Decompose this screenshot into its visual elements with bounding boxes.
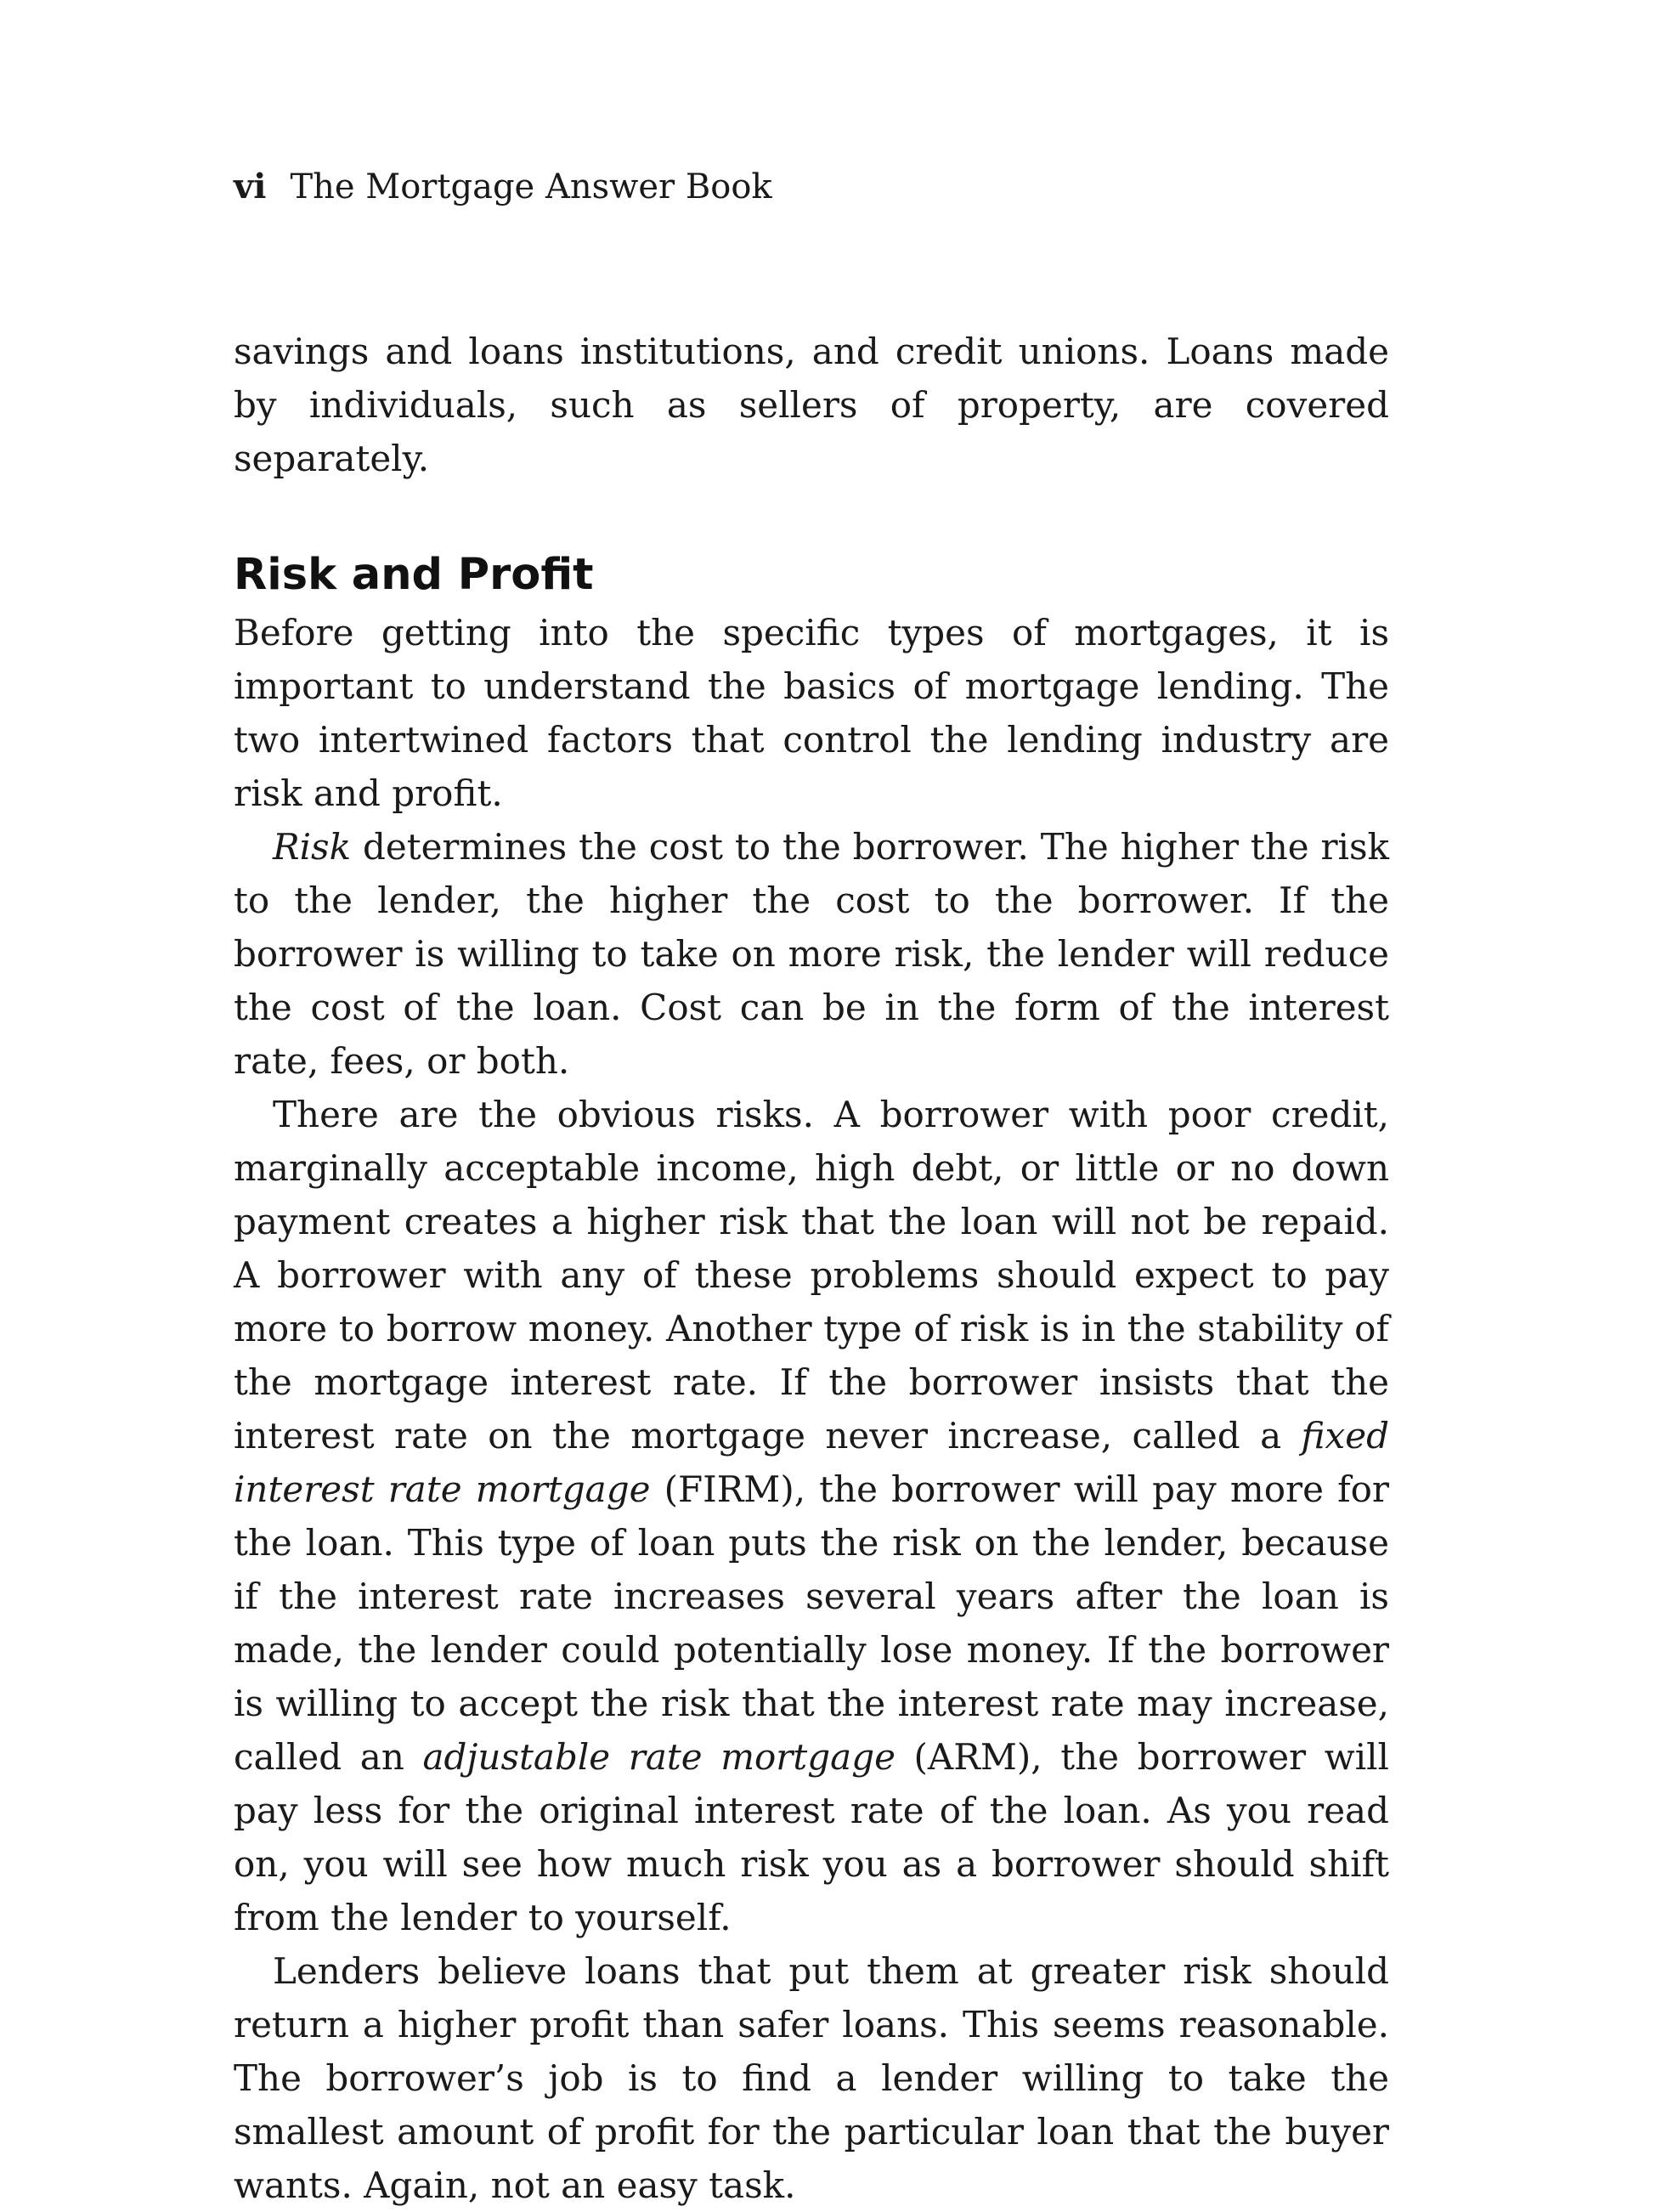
page-body — [234, 325, 1389, 2212]
term-risk: Risk — [273, 826, 352, 868]
section-heading: Risk and Profit — [234, 550, 594, 600]
paragraph-4: Lenders believe loans that put them at greater risk should return a higher profit than safer loans. This seems reasonable. The borrower’s job is to find a lender willing to take the smallest amount of profit for the particular loan that the buyer wants. Again, not an easy task. — [234, 1950, 1389, 2206]
intro-paragraph: savings and loans institutions, and credit unions. Loans made by individuals, such as sellers of property, are covered separately. — [234, 331, 1389, 479]
paragraph-3-part-a: There are the obvious risks. A borrower with poor credit, marginally acceptable income, high debt, or little or no down payment creates a higher risk that the loan will not be repaid. A borrower with any of these problems should expect to pay more to borrow money. Another type of risk is in the stability of the mortgage interest rate. If the borrower insists that the interest rate on the mortgage never increase, called a — [234, 1094, 1389, 1457]
term-firm: fixed interest rate mortgage — [234, 1415, 1389, 1510]
term-arm: adjustable rate mortgage — [422, 1736, 895, 1778]
paragraph-3 — [234, 1088, 1389, 1944]
paragraph-3-part-c: (ARM), the borrower will pay less for the original interest rate of the loan. As you read on, you will see how much risk you as a borrower should shift from the lender to yourself. — [234, 1736, 1389, 1938]
paragraph-3-part-b: (FIRM), the borrower will pay more for the loan. This type of loan puts the risk on the lender, because if the interest rate increases several years after the loan is made, the lender could potentially lose money. If the borrower is willing to accept the risk that the interest rate may increase, called an — [234, 1468, 1389, 1778]
paragraph-1: Before getting into the specific types of mortgages, it is important to understand the basics of mortgage lending. The two intertwined factors that control the lending industry are risk and profit. — [234, 612, 1389, 814]
page-number: vi — [234, 167, 267, 206]
running-head — [234, 163, 772, 211]
paragraph-2-text: determines the cost to the borrower. The higher the risk to the lender, the higher the cost to the borrower. If the borrower is willing to take on more risk, the lender will reduce the cost of the loan. Cost can be in the form of the interest rate, fees, or both. — [234, 826, 1389, 1082]
paragraph-2 — [234, 820, 1389, 1088]
book-title: The Mortgage Answer Book — [290, 167, 772, 206]
